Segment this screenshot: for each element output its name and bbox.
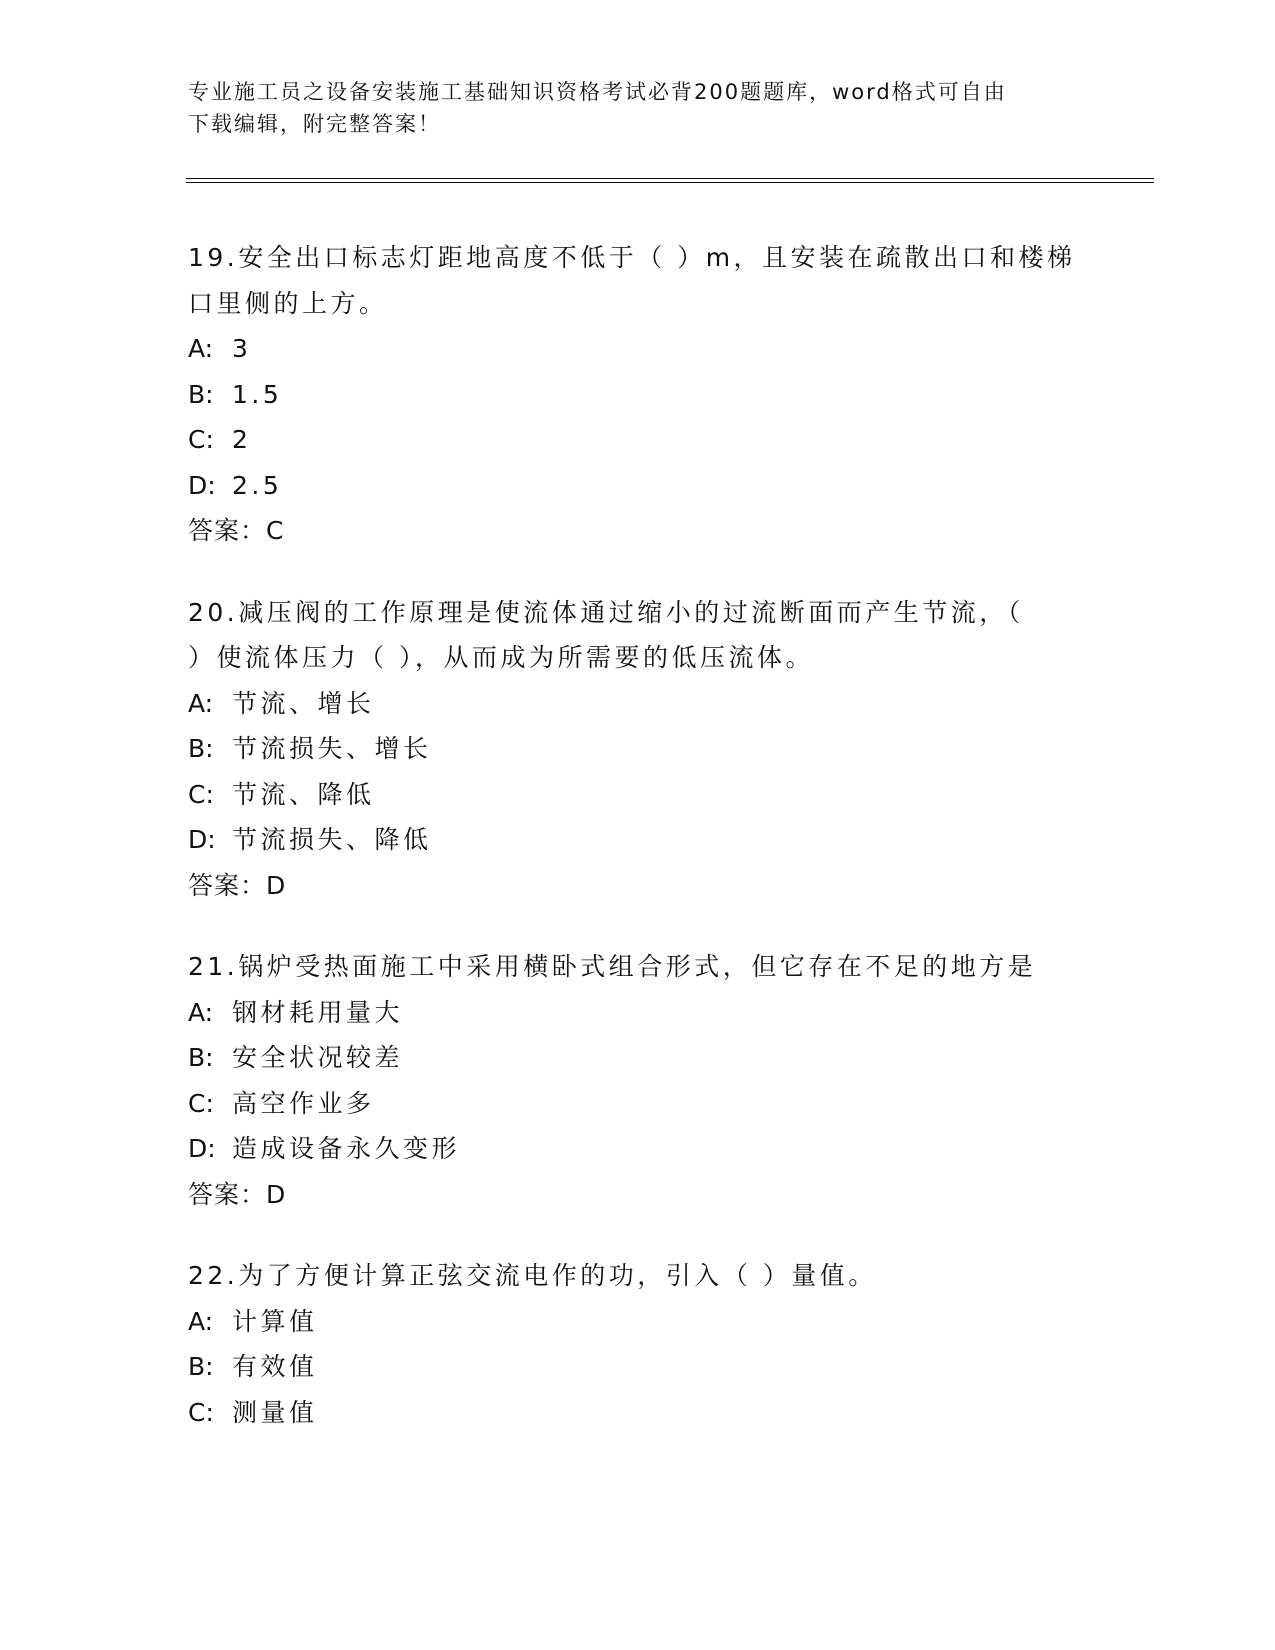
question-stem-line: ）使流体压力（ ），从而成为所需要的低压流体。 bbox=[188, 643, 814, 672]
option-text: 节流损失、增长 bbox=[232, 734, 432, 763]
question-22 bbox=[188, 1253, 1088, 1435]
option-text: 高空作业多 bbox=[232, 1088, 375, 1118]
option-key: D: bbox=[188, 470, 216, 500]
option-b bbox=[188, 1344, 1088, 1390]
question-stem-line: 20.减压阀的工作原理是使流体通过缩小的过流断面而产生节流，（ bbox=[188, 597, 1024, 627]
question-19 bbox=[188, 235, 1088, 554]
question-20 bbox=[188, 590, 1088, 909]
question-stem-line: 口里侧的上方。 bbox=[188, 288, 388, 318]
question-list bbox=[188, 235, 1088, 1471]
option-text: 计算值 bbox=[232, 1306, 318, 1336]
option-text: 安全状况较差 bbox=[232, 1043, 404, 1072]
question-21 bbox=[188, 944, 1088, 1217]
option-text: 2 bbox=[232, 425, 252, 454]
option-key: B: bbox=[188, 734, 214, 763]
answer-line: 答案：D bbox=[188, 1179, 287, 1209]
header-line-2: 下载编辑，附完整答案！ bbox=[188, 112, 441, 136]
option-c bbox=[188, 772, 1088, 818]
option-text: 测量值 bbox=[232, 1397, 318, 1427]
answer-line: 答案：C bbox=[188, 516, 285, 545]
answer-line: 答案：D bbox=[188, 870, 287, 900]
option-key: A: bbox=[188, 688, 214, 718]
option-text: 3 bbox=[232, 334, 252, 363]
option-c bbox=[188, 1081, 1088, 1127]
option-text: 节流、增长 bbox=[232, 688, 375, 718]
option-key: B: bbox=[188, 1043, 214, 1072]
header-line-1: 专业施工员之设备安装施工基础知识资格考试必背200题题库，word格式可自由 bbox=[188, 80, 1007, 104]
option-c bbox=[188, 1390, 1088, 1436]
option-key: A: bbox=[188, 997, 214, 1027]
option-text: 造成设备永久变形 bbox=[232, 1134, 461, 1163]
question-stem-line: 22.为了方便计算正弦交流电作的功，引入（ ）量值。 bbox=[188, 1261, 877, 1290]
option-key: B: bbox=[188, 1352, 214, 1381]
option-a bbox=[188, 990, 1088, 1036]
option-key: C: bbox=[188, 1088, 214, 1118]
option-key: D: bbox=[188, 825, 216, 854]
question-stem-line: 19.安全出口标志灯距地高度不低于（ ）m，且安装在疏散出口和楼梯 bbox=[188, 243, 1076, 272]
document-header bbox=[188, 76, 1088, 140]
option-text: 2.5 bbox=[232, 470, 283, 500]
option-key: B: bbox=[188, 379, 214, 409]
option-a bbox=[188, 681, 1088, 727]
option-a bbox=[188, 326, 1088, 372]
option-text: 有效值 bbox=[232, 1352, 318, 1381]
header-divider-bottom bbox=[186, 182, 1154, 183]
option-d bbox=[188, 817, 1088, 863]
option-text: 节流、降低 bbox=[232, 779, 375, 809]
option-text: 1.5 bbox=[232, 379, 283, 409]
option-key: A: bbox=[188, 1306, 214, 1336]
option-text: 钢材耗用量大 bbox=[232, 997, 404, 1027]
question-stem-line: 21.锅炉受热面施工中采用横卧式组合形式，但它存在不足的地方是 bbox=[188, 952, 1037, 981]
option-c bbox=[188, 417, 1088, 463]
option-b bbox=[188, 372, 1088, 418]
option-a bbox=[188, 1299, 1088, 1345]
option-key: A: bbox=[188, 334, 214, 363]
option-text: 节流损失、降低 bbox=[232, 825, 432, 854]
option-d bbox=[188, 463, 1088, 509]
option-key: C: bbox=[188, 779, 214, 809]
option-key: C: bbox=[188, 425, 214, 454]
option-b bbox=[188, 726, 1088, 772]
option-d bbox=[188, 1126, 1088, 1172]
option-b bbox=[188, 1035, 1088, 1081]
option-key: C: bbox=[188, 1397, 214, 1427]
header-divider-top bbox=[186, 178, 1154, 179]
option-key: D: bbox=[188, 1134, 216, 1163]
